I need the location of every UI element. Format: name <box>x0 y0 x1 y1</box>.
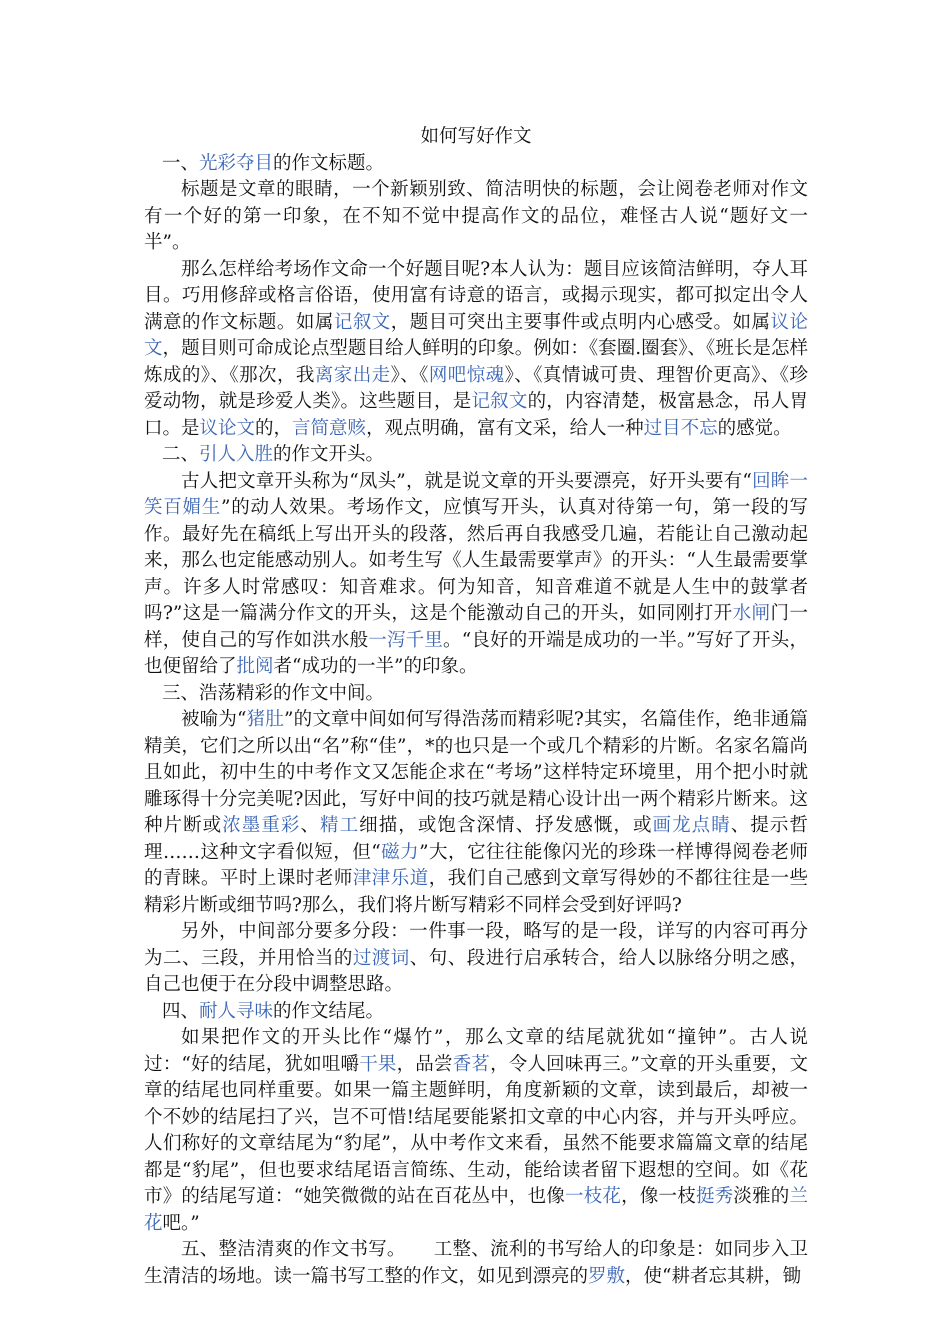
text-run: 者“成功的一半”的印象。 <box>273 656 478 677</box>
text-run: ”大，它往往能像闪光的珍珠一样博得阅卷老师的青睐。平时上课时老师 <box>144 841 808 889</box>
text-run: ，观点明确，富有文采，给人一种 <box>366 417 644 439</box>
text-run: ，我们自己感到文章写得妙的不都往往是一些精彩片断或细节吗?那么，我们将片断写精彩不同样会受到好评吗? <box>144 868 808 916</box>
text-run: 的感觉。 <box>717 417 792 439</box>
text-run: 五、整洁清爽的作文书写。 工整、流利的书写给人的印象是：如同步入卫生清洁的场地。读一篇书写工整的作文，如见到漂亮的 <box>144 1239 808 1287</box>
text-run: 》、《真情诚可贵、理智价更高》、《珍爱动物，就是珍爱人类》。这些题目，是 <box>144 364 808 412</box>
section-heading-3 <box>144 681 808 708</box>
paragraph <box>144 177 808 257</box>
inline-link[interactable]: 猪肚 <box>246 709 285 730</box>
text-run: 一、 <box>162 152 200 174</box>
inline-link[interactable]: 过目不忘 <box>643 417 718 439</box>
inline-link[interactable]: 一枝花 <box>565 1186 622 1207</box>
text-run: ，令人回味再三。”文章的开头重要，文章的结尾也同样重要。如果一篇主题鲜明，角度新颖的文章，读到最后，却被一个不妙的结尾扫了兴，岂不可惜!结尾要能紧扣文章的中心内容，并与开头呼应。人们称好的文章结尾为“豹尾”，从中考作文来看，虽然不能要求篇篇文章的结尾都是“豹尾”，但也要求结尾语言简练、生动，能给读者留下遐想的空间。如《花市》的结尾写道：“她笑微微的站在百花丛中，也像 <box>144 1053 808 1207</box>
text-run: 、 <box>300 815 321 836</box>
document-page <box>144 124 808 1290</box>
paragraph <box>144 919 808 999</box>
inline-link[interactable]: 挺秀 <box>695 1186 734 1207</box>
inline-link[interactable]: 津津乐道 <box>352 868 429 889</box>
inline-link[interactable]: 言简意赅 <box>292 417 367 439</box>
text-run: 标题是文章的眼睛，一个新颖别致、简洁明快的标题，会让阅卷老师对作文有一个好的第一印象，在不知不觉中提高作文的品位，难怪古人说“题好文一半”。 <box>144 179 808 253</box>
inline-link[interactable]: 记叙文 <box>333 311 391 333</box>
text-run: 古人把文章开头称为“凤头”，就是说文章的开头要漂亮，好开头要有“ <box>181 470 752 492</box>
section-heading-2 <box>144 442 808 469</box>
text-run: ”的文章中间如何写得浩荡而精彩呢?其实，名篇佳作，绝非通篇精美，它们之所以出“名”称“佳”，*的也只是一个或几个精彩的片断。名家名篇尚且如此，初中生的中考作文又怎能企求在“考场”这样特定环境里，用个把小时就雕琢得十分完美呢?因此，写好中间的技巧就是精心设计出一两个精彩片断来。这种片断或 <box>144 709 808 836</box>
paragraph <box>144 707 808 919</box>
text-run: ，题目则可命成论点型题目给人鲜明的印象。例如：《套圈.圈套》、《班长是怎样炼成的》、《那次，我 <box>144 338 808 386</box>
inline-link[interactable]: 引人入胜 <box>199 444 274 465</box>
text-run: ，使“耕者忘其耕，锄 <box>625 1265 801 1287</box>
inline-link[interactable]: 网吧惊魂 <box>428 364 505 386</box>
text-run: 的作文结尾。 <box>273 1000 385 1022</box>
inline-link[interactable]: 回眸一笑百媚生 <box>144 470 808 518</box>
inline-link[interactable]: 过渡词 <box>352 947 410 969</box>
text-run: 那么怎样给考场作文命一个好题目呢?本人认为：题目应该简洁鲜明，夺人耳目。巧用修辞或格言俗语，使用富有诗意的语言，或揭示现实，都可拟定出令人满意的作文标题。如属 <box>144 258 808 333</box>
inline-link[interactable]: 议论文 <box>199 417 256 439</box>
inline-link[interactable]: 离家出走 <box>314 364 391 386</box>
inline-link[interactable]: 香茗 <box>452 1053 491 1075</box>
text-run: 》、《 <box>390 364 429 386</box>
document-title: 如何写好作文 <box>420 126 532 147</box>
paragraph <box>144 469 808 681</box>
text-run: 二、 <box>162 444 200 465</box>
text-run: ，题目可突出主要事件或点明内心感受。如属 <box>390 311 771 333</box>
text-run: 、句、段进行启承转合，给人以脉络分明之感，自己也便于在分段中调整思路。 <box>144 947 808 995</box>
inline-link[interactable]: 议论文 <box>144 311 808 359</box>
text-run: 、提示哲理……这种文字看似短，但“ <box>144 815 808 863</box>
text-run: ，像一枝 <box>621 1186 696 1207</box>
inline-link[interactable]: 一泻千里 <box>368 629 444 651</box>
inline-link[interactable]: 浓墨重彩 <box>222 815 301 836</box>
inline-link[interactable]: 干果 <box>359 1053 397 1075</box>
section-heading-1 <box>144 151 808 178</box>
section-heading-4 <box>144 999 808 1026</box>
inline-link[interactable]: 罗敷 <box>588 1265 626 1287</box>
paragraph <box>144 257 808 443</box>
text-run: 淡雅的 <box>733 1186 790 1207</box>
text-run: 如果把作文的开头比作“爆竹”，那么文章的结尾就犹如“撞钟”。古人说过：“好的结尾，犹如咀嚼 <box>144 1027 808 1075</box>
text-run: 。“良好的开端是成功的一半。”写好了开头，也便留给了 <box>144 629 808 677</box>
inline-link[interactable]: 耐人寻味 <box>199 1000 274 1022</box>
inline-link[interactable]: 批阅 <box>236 656 274 677</box>
text-run: 的作文标题。 <box>273 152 385 174</box>
text-run: 另外，中间部分要多分段：一件事一段，略写的是一段，详写的内容可再分为二、三段，并用恰当的 <box>144 921 808 969</box>
text-run: 三、浩荡精彩的作文中间。 <box>162 682 385 704</box>
document-body <box>144 151 808 1291</box>
inline-link[interactable]: 画龙点睛 <box>652 815 731 836</box>
text-run: 吧。” <box>162 1212 200 1234</box>
text-run: 的，内容清楚，极富悬念，吊人胃口。是 <box>144 391 808 439</box>
text-run: 门一样，使自己的写作如洪水般 <box>144 603 808 651</box>
inline-link[interactable]: 磁力 <box>380 841 420 863</box>
text-run: 的作文开头。 <box>273 444 385 465</box>
inline-link[interactable]: 兰花 <box>144 1186 808 1234</box>
text-run: 被喻为“ <box>181 709 247 730</box>
text-run: ”的动人效果。考场作文，应慎写开头，认真对待第一句，第一段的写作。最好先在稿纸上写出开头的段落，然后再自我感受几遍，若能让自己激动起来，那么也定能感动别人。如考生写《人生最需要掌声》的开头：“人生最需要掌声。许多人时常感叹：知音难求。何为知音，知音难道不就是人生中的鼓掌者吗?”这是一篇满分作文的开头，这是个能激动自己的开头，如同刚打开 <box>144 497 808 624</box>
paragraph <box>144 1025 808 1237</box>
inline-link[interactable]: 水闸 <box>732 603 771 624</box>
inline-link[interactable]: 光彩夺目 <box>199 152 274 174</box>
inline-link[interactable]: 精工 <box>320 815 360 836</box>
paragraph <box>144 1237 808 1290</box>
text-run: 的， <box>255 417 293 439</box>
text-run: 细描，或饱含深情、抒发感慨，或 <box>359 815 653 836</box>
inline-link[interactable]: 记叙文 <box>471 391 528 412</box>
text-run: 四、 <box>162 1000 200 1022</box>
text-run: ，品尝 <box>396 1053 453 1075</box>
